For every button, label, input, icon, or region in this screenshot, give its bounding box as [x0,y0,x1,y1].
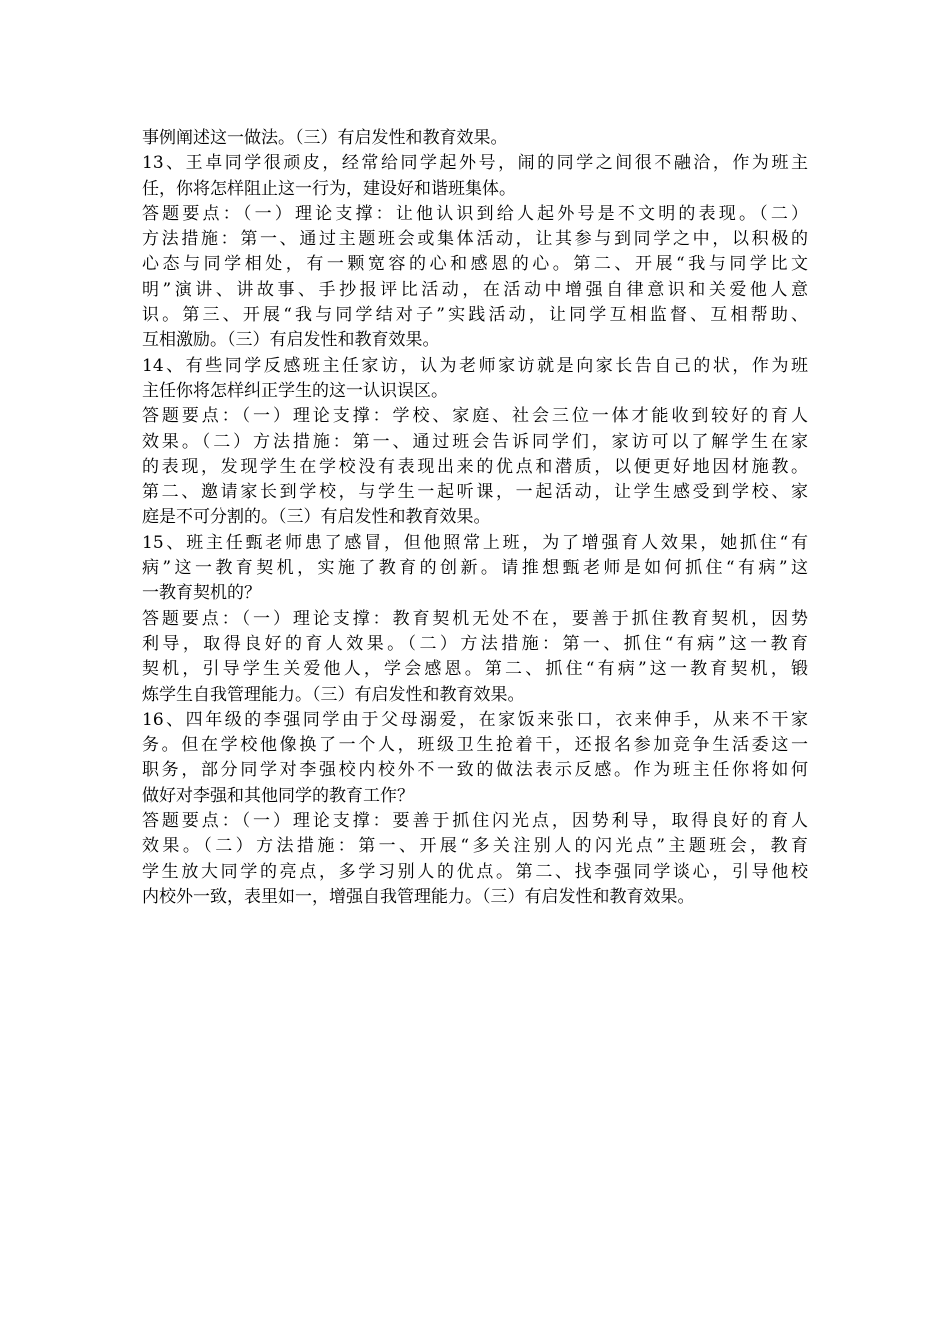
text-line: 职务，部分同学对李强校内校外不一致的做法表示反感。作为班主任你将如何 [142,760,808,781]
text-line: 务。但在学校他像换了一个人，班级卫生抢着干，还报名参加竞争生活委这一 [142,735,808,756]
text-line: 任，你将怎样阻止这一行为，建设好和谐班集体。 [142,178,516,199]
document-page [142,126,808,910]
text-line: 主任你将怎样纠正学生的这一认识误区。 [142,380,448,401]
text-line: 炼学生自我管理能力。（三）有启发性和教育效果。 [142,684,525,705]
text-line: 利导，取得良好的育人效果。（二）方法措施：第一、抓住“有病”这一教育 [142,633,808,654]
text-line: 契机，引导学生关爱他人，学会感恩。第二、抓住“有病”这一教育契机，锻 [142,659,808,680]
text-line: 事例阐述这一做法。（三）有启发性和教育效果。 [142,128,508,148]
text-line: 互相激励。（三）有启发性和教育效果。 [142,330,440,351]
text-line: 方法措施：第一、通过主题班会或集体活动，让其参与到同学之中，以积极的 [142,229,808,250]
text-line: 学生放大同学的亮点，多学习别人的优点。第二、找李强同学谈心，引导他校 [142,861,808,882]
text-line: 庭是不可分割的。（三）有启发性和教育效果。 [142,507,491,528]
text-line: 识。第三、开展“我与同学结对子”实践活动，让同学互相监督、互相帮助、 [142,305,808,326]
text-line: 内校外一致，表里如一，增强自我管理能力。（三）有启发性和教育效果。 [142,886,695,907]
text-line: 16、四年级的李强同学由于父母溺爱，在家饭来张口，衣来伸手，从来不干家 [142,709,808,730]
text-line: 15、班主任甄老师患了感冒，但他照常上班，为了增强育人效果，她抓住“有 [142,532,808,553]
text-line: 答题要点：（一）理论支撑：教育契机无处不在，要善于抓住教育契机，因势 [142,608,808,629]
text-line: 心态与同学相处，有一颗宽容的心和感恩的心。第二、开展“我与同学比文 [142,254,808,275]
text-line: 明”演讲、讲故事、手抄报评比活动，在活动中增强自律意识和关爱他人意 [142,279,808,300]
text-line: 一教育契机的？ [142,583,261,604]
text-line: 效果。（二）方法措施：第一、开展“多关注别人的闪光点”主题班会，教育 [142,836,808,857]
text-line: 第二、邀请家长到学校，与学生一起听课，一起活动，让学生感受到学校、家 [142,482,808,503]
text-line: 答题要点：（一）理论支撑：要善于抓住闪光点，因势利导，取得良好的育人 [142,811,808,832]
text-line: 答题要点：（一）理论支撑：让他认识到给人起外号是不文明的表现。（二） [142,203,808,224]
text-line: 的表现，发现学生在学校没有表现出来的优点和潜质，以便更好地因材施教。 [142,456,808,477]
text-line: 病”这一教育契机，实施了教育的创新。请推想甄老师是如何抓住“有病”这 [142,558,808,579]
text-line: 效果。（二）方法措施：第一、通过班会告诉同学们，家访可以了解学生在家 [142,431,808,452]
text-line: 做好对李强和其他同学的教育工作？ [142,785,414,806]
text-line: 14、有些同学反感班主任家访，认为老师家访就是向家长告自己的状，作为班 [142,355,808,376]
text-line: 答题要点：（一）理论支撑：学校、家庭、社会三位一体才能收到较好的育人 [142,406,808,427]
text-line: 13、王卓同学很顽皮，经常给同学起外号，闹的同学之间很不融洽，作为班主 [142,153,808,174]
